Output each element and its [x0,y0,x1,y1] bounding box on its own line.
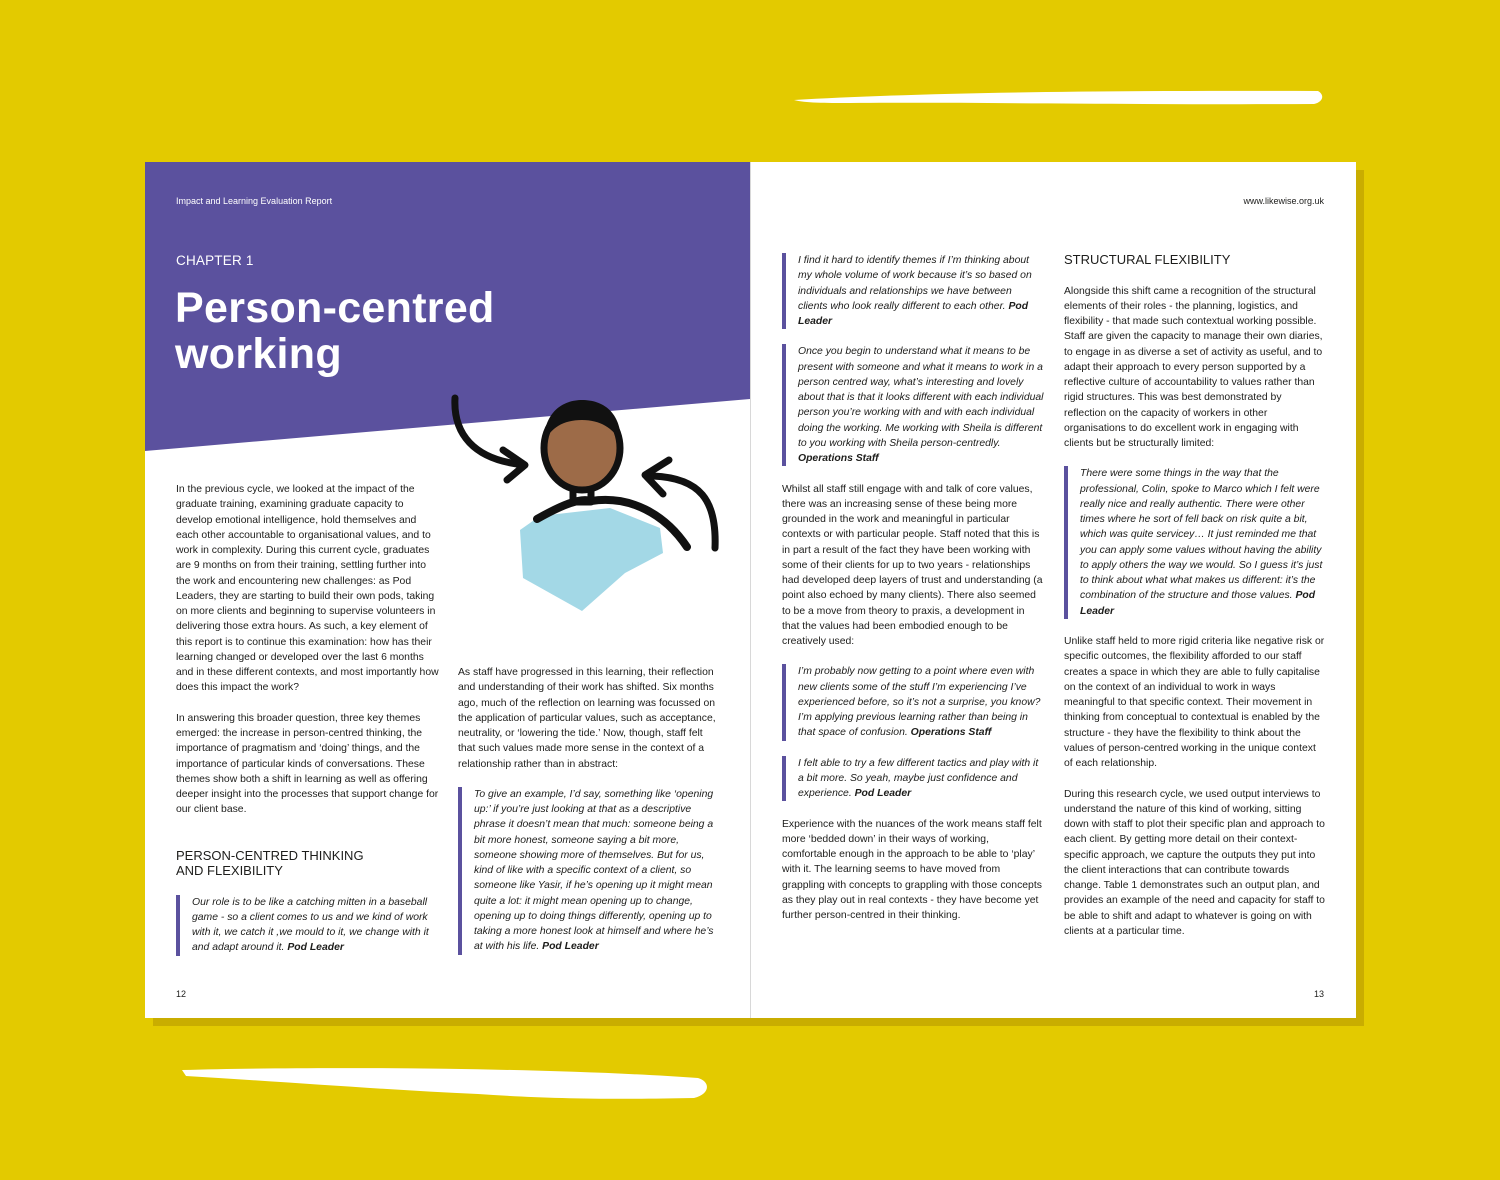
pull-quote [1064,466,1326,619]
quote-attribution: Pod Leader [854,788,912,799]
title-line-1: Person-centred [175,284,495,332]
quote-text: I felt able to try a few different tactics and play with it a bit more. So yeah, maybe just confidence and experience. [798,757,1039,799]
left-page [145,162,750,1018]
quote-text: I’m probably now getting to a point where even with new clients some of the stuff I’m experiencing I’ve experienced before, so it’s not a surprise, you know? I’m applying previous learning rather than being in that space of confusion. [798,666,1041,739]
quote-text: Once you begin to understand what it means to be present with someone and what it means to work in a person centred way, what’s interesting and lovely about that is that it looks different with each individual person you’re working with and with each individual doing the working. Me working with Sheila is different to you working with Sheila person-centredly. [798,346,1044,449]
paragraph: As staff have progressed in this learning, their reflection and understanding of their work has shifted. Six months ago, much of the reflection on learning was focussed on the application of particular values, such as acceptance, neutrality, or ‘lowering the tide.’ Now, though, staff felt that such values made more sense in the context of a relationship rather than in abstract: [458,667,716,770]
brush-stroke-top [790,86,1325,110]
left-column-1 [176,482,441,956]
quote-attribution: Pod Leader [287,942,344,954]
paragraph: Unlike staff held to more rigid criteria like negative risk or specific outcomes, the flexibility afforded to our staff creates a space in which they are able to fully capitalise on the context of an individual to work in ways meaningful to that specific context. Their movement in thinking from conceptual to contextual is enabled by the structure - they have the flexibility to think about the values of person-centred working in the unique context of each relationship. [1064,636,1325,769]
pull-quote [782,756,1044,802]
section-heading-structural: STRUCTURAL FLEXIBILITY [1064,252,1231,267]
quote-text: There were some things in the way that the professional, Colin, spoke to Marco which I felt were really nice and really authentic. There were other times where he sort of fell back on risk quite a bit, which was quite servicey… It just reminded me that you can apply some values without having the ability to apply others the way we would. So I guess it’s just to think about what what makes us different: it’s the combination of the structure and those values. [1080,468,1323,602]
pull-quote [782,253,1044,329]
paragraph: In the previous cycle, we looked at the impact of the graduate training, examining graduate capacity to develop emotional intelligence, hold themselves and each other accountable to organisational values, and to work in complexity. During this current cycle, graduates are 9 months on from their training, settling further into the work and encountering new challenges: as Pod Leaders, they are starting to build their own pods, taking on more clients and beginning to supervise volunteers in delivering those extra hours. As such, a key element of this report is to continue this examination: how has their learning changed or developed over the last 6 months and in these different contexts, and most importantly how does this impact the work? [176,484,439,694]
running-head: Impact and Learning Evaluation Report [176,196,333,206]
pull-quote [176,895,441,956]
chapter-label: CHAPTER 1 [176,253,254,268]
paragraph: In answering this broader question, three key themes emerged: the increase in person-centred thinking, the importance of pragmatism and ‘doing’ things, and the importance of particular kinds of conversations. These themes show both a shift in learning as well as offering deeper insight into the processes that support change for our client base. [176,712,439,816]
right-page [751,162,1356,1018]
pull-quote [782,344,1044,466]
quote-attribution: Pod Leader [798,300,1029,327]
brush-stroke-bottom [178,1060,713,1104]
quote-attribution: Operations Staff [910,727,992,739]
right-column-2 [1064,252,1326,939]
quote-text: I find it hard to identify themes if I’m thinking about my whole volume of work because it’s so based on individuals and relationships we have between clients who look really different to each other. [798,255,1032,312]
paragraph: During this research cycle, we used output interviews to understand the nature of this kind of working, sitting down with staff to plot their specific plan and approach to each client. By getting more detail on their context-specific approach, we capture the outputs they put into the client interactions that can contribute towards change. Table 1 demonstrates such an output plan, and provides an example of the need and capacity for staff to be able to shift and adapt to whatever is going on with clients at a particular time. [1064,788,1325,937]
paragraph: Experience with the nuances of the work means staff felt more ‘bedded down’ in their ways of working, comfortable enough in the approach to be able to ‘play’ with it. The learning seems to have moved from grappling with concepts to grappling with those concepts as they play out in real contexts - they have become yet further person-centred in their thinking. [782,818,1042,921]
left-column-2 [458,665,720,955]
section-heading-person-centred: PERSON-CENTRED THINKING AND FLEXIBILITY [176,847,364,878]
pull-quote [782,664,1044,740]
paragraph: Alongside this shift came a recognition of the structural elements of their roles - the planning, logistics, and flexibility - that made such contextual working possible. Staff are given the capacity to manage their own diaries, to engage in as diverse a set of activity as useful, and to adapt their approach to every person supported by a reflective culture of accountability to values rather than rigid structures. This was best demonstrated by reflection on the capacity of workers in other organisations to do excellent work in engaging with clients but be structurally limited: [1064,285,1323,449]
quote-text: Our role is to be like a catching mitten in a baseball game - so a client comes to us and we kind of work with it, we catch it ,we mould to it, we change with it and adapt around it. [192,896,429,954]
title-line-2: working [175,330,342,378]
page-number-right: 13 [1313,989,1324,999]
quote-attribution: Operations Staff [798,453,879,464]
quote-attribution: Pod Leader [542,941,599,953]
person-with-arrows-illustration [445,390,730,615]
quote-attribution: Pod Leader [1080,590,1316,617]
paragraph: Whilst all staff still engage with and talk of core values, there was an increasing sense of these being more grounded in the work and meaningful in particular contexts or with particular people. Staff noted that this is in part a result of the fact they have been working with some of their clients for up to two years - relationships had developed deep layers of trust and understanding (a point also echoed by many clients). There also seemed to be a move from theory to praxis, a development in that the values had been embodied enough to be creatively used: [782,483,1043,647]
quote-text: To give an example, I’d say, something like ‘opening up:’ if you’re just looking at that as a descriptive phrase it doesn’t mean that much: someone being a bit more honest, someone saying a bit more, someone showing more of themselves. But for us, kind of like with a specific context of a client, so someone like Yasir, if he’s opening up it might mean quite a lot: it might mean opening up to change, opening up to doing things differently, opening up to taking a more honest look at himself and where he’s at with his life. [474,788,714,953]
document-spread [145,162,1356,1018]
page-title [175,285,555,377]
pull-quote [458,787,720,955]
page-number-left: 12 [176,989,187,999]
right-column-1 [782,253,1044,923]
website-url: www.likewise.org.uk [1243,196,1324,206]
